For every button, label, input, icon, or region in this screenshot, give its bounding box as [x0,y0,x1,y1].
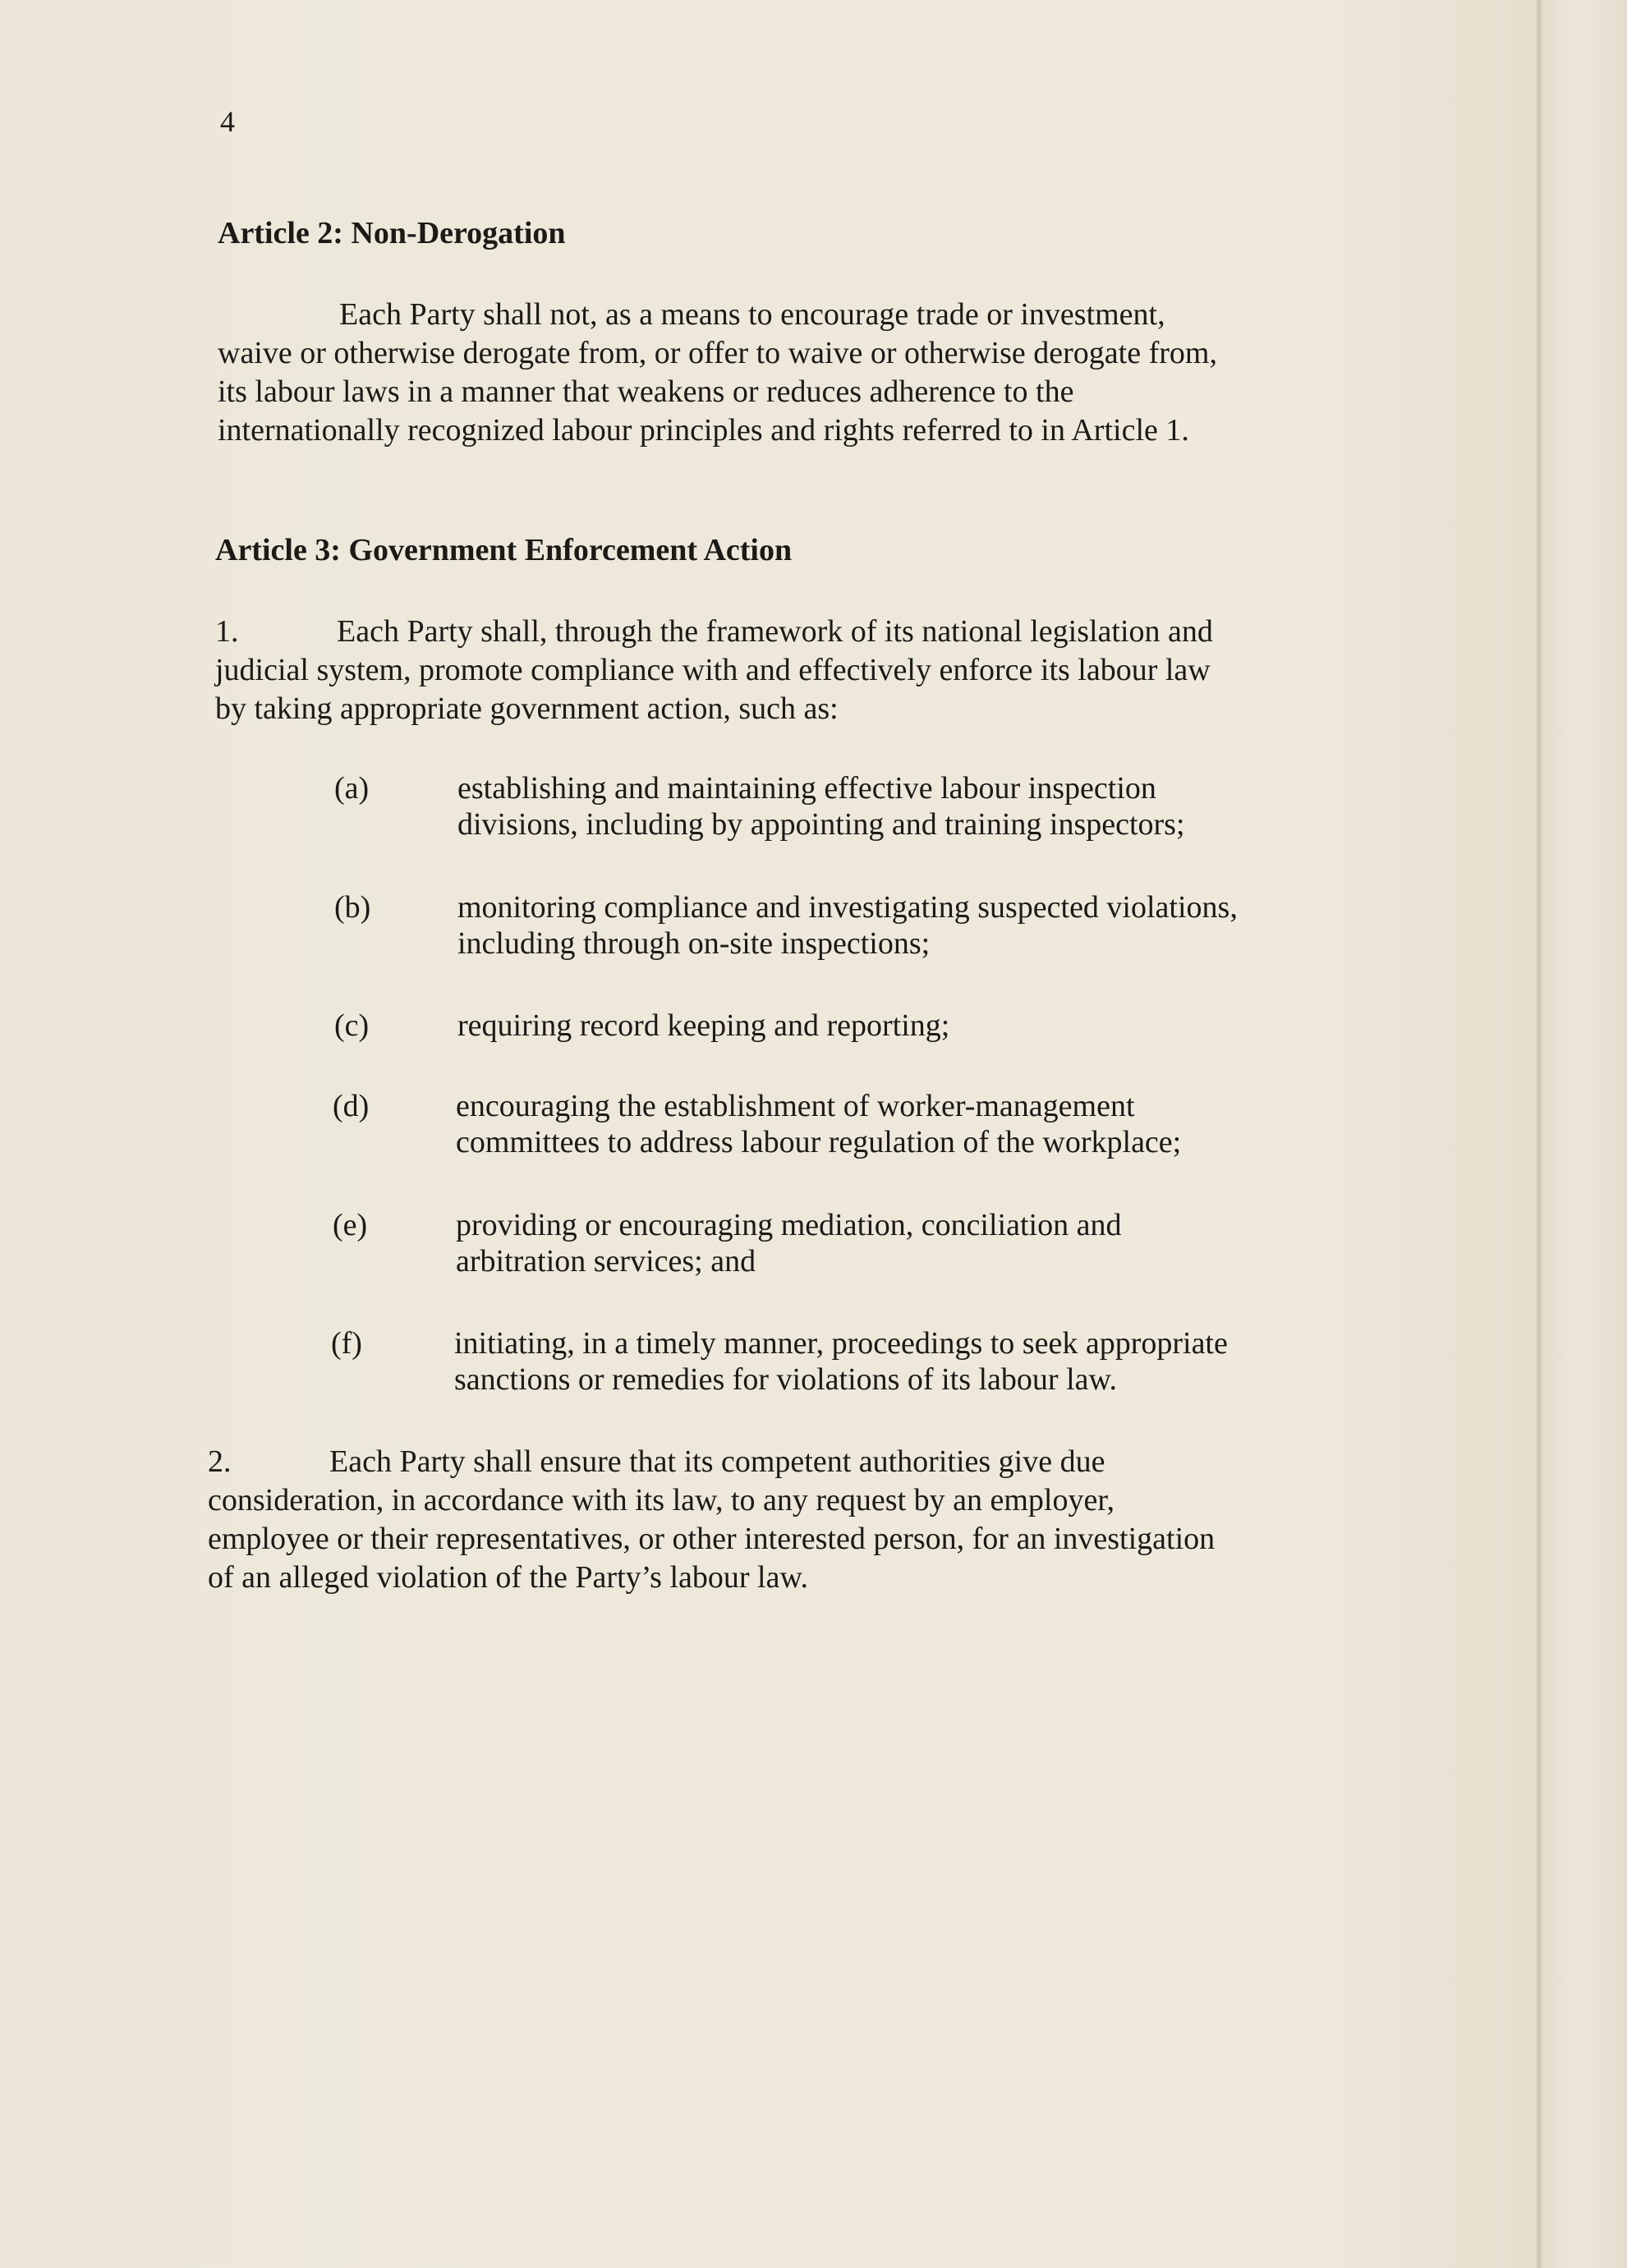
list-item-line: initiating, in a timely manner, proceedings to seek appropriate [454,1326,1228,1361]
list-item-line: sanctions or remedies for violations of its labour law. [454,1362,1117,1397]
facing-page-edge [1542,0,1627,2268]
list-item-label: (c) [334,1008,370,1043]
list-item-line: encouraging the establishment of worker-management [456,1089,1135,1123]
article-2-line: internationally recognized labour principles and rights referred to in Article 1. [218,413,1189,448]
article-2-line: its labour laws in a manner that weakens or reduces adherence to the [218,374,1074,409]
article-3-p2-line: employee or their representatives, or other interested person, for an investigation [208,1522,1216,1556]
page-number: 4 [220,105,235,138]
list-item-label: (d) [333,1089,370,1123]
article-3-p1-line [215,613,1213,651]
article-2-paragraph [218,296,1217,450]
list-item-line: establishing and maintaining effective labour inspection [457,771,1156,806]
list-item-text [456,1207,1359,1279]
list-item-label: (a) [334,771,370,806]
list-item-text [457,889,1361,962]
list-item-label: (f) [331,1326,362,1361]
article-3-p2-line [208,1443,1215,1481]
list-item-line: committees to address labour regulation of the workplace; [456,1125,1182,1159]
page-gutter-shadow [1536,0,1542,2268]
list-item-text [457,770,1361,842]
article-3-heading: Article 3: Government Enforcement Action [215,533,793,567]
list-item-line: arbitration services; and [456,1244,756,1279]
article-3-p1-line: by taking appropriate government action, such as: [215,691,839,726]
article-3-p1-line-text: Each Party shall, through the framework of its national legislation and [337,614,1213,649]
list-item-label: (e) [333,1208,368,1242]
list-item-text [456,1088,1359,1160]
article-3-p1-line: judicial system, promote compliance with and effectively enforce its labour law [215,653,1211,687]
article-2-line [218,296,1217,334]
list-item-text [457,1008,1361,1044]
article-2-line-text: Each Party shall not, as a means to encourage trade or investment, [339,297,1165,332]
article-3-paragraph-2 [208,1443,1215,1597]
article-3-p2-line: consideration, in accordance with its law, to any request by an employer, [208,1483,1115,1517]
list-item-line: requiring record keeping and reporting; [457,1008,950,1043]
list-item-line: monitoring compliance and investigating suspected violations, [457,890,1238,925]
article-3-p2-line-text: Each Party shall ensure that its competent authorities give due [329,1444,1105,1479]
paragraph-number: 2. [208,1444,232,1479]
article-2-heading: Article 2: Non-Derogation [218,216,566,250]
article-3-paragraph-1 [215,613,1213,728]
list-item-line: divisions, including by appointing and training inspectors; [457,807,1185,842]
list-item-text [454,1325,1358,1398]
list-item-label: (b) [334,890,371,925]
list-item-line: providing or encouraging mediation, conciliation and [456,1208,1122,1242]
article-3-p2-line: of an alleged violation of the Party’s labour law. [208,1560,808,1595]
article-2-line: waive or otherwise derogate from, or offer to waive or otherwise derogate from, [218,336,1217,370]
paragraph-number: 1. [215,614,239,649]
list-item-line: including through on-site inspections; [457,926,931,961]
